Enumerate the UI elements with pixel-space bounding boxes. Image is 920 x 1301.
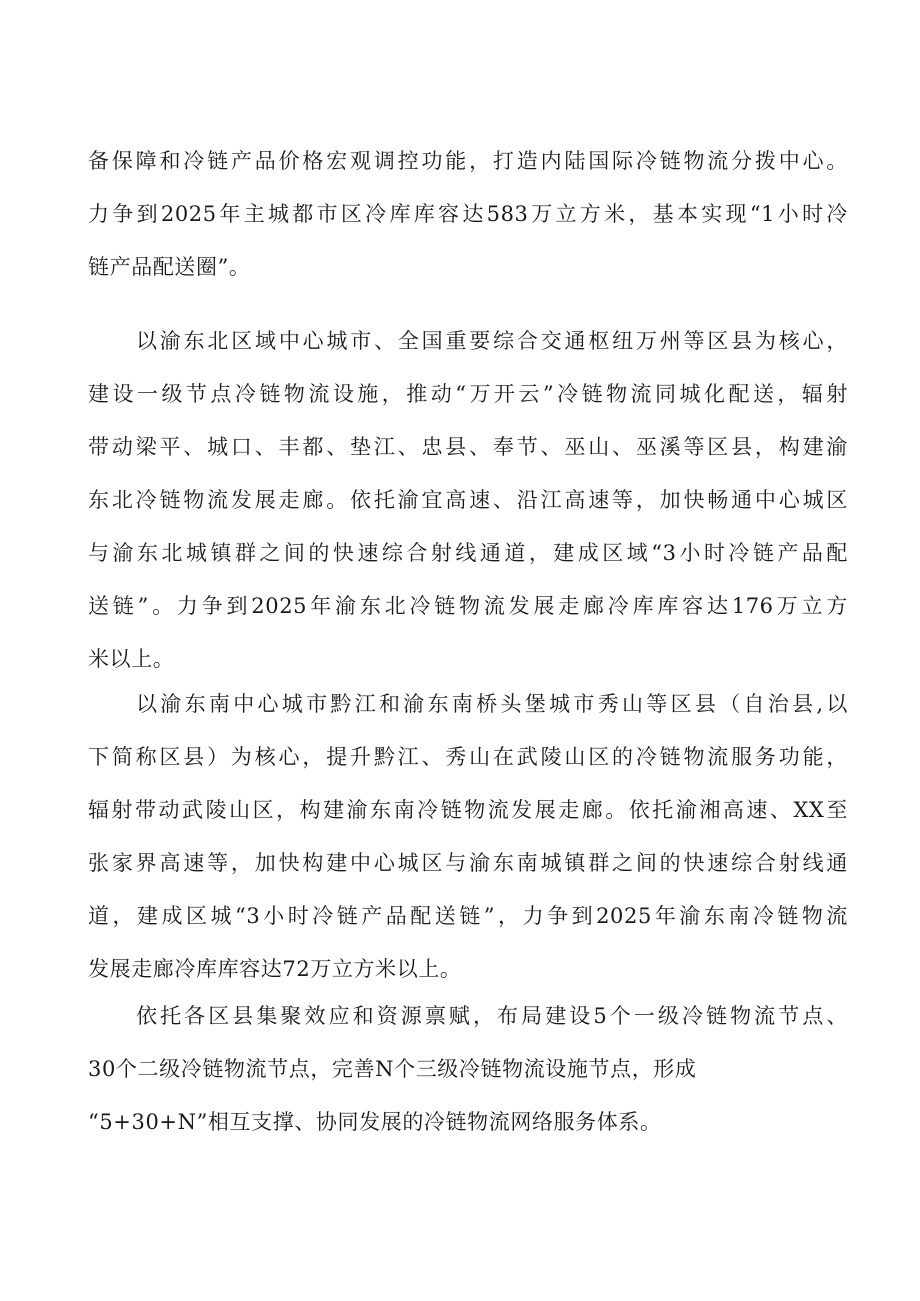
text-line: 备保障和冷链产品价格宏观调控功能，打造内陆国际冷链物流分拨中心。 bbox=[88, 149, 848, 173]
text-line: 30个二级冷链物流节点，完善N个三级冷链物流设施节点，形成 bbox=[88, 1057, 697, 1081]
paragraph-first-line: 以渝东北区域中心城市、全国重要综合交通枢纽万州等区县为核心， bbox=[136, 329, 848, 353]
text-line: “5+30+N”相互支撑、协同发展的冷链物流网络服务体系。 bbox=[88, 1110, 662, 1134]
text-line: 与渝东北城镇群之间的快速综合射线通道，建成区域“3小时冷链产品配 bbox=[88, 541, 848, 565]
text-line: 辐射带动武陵山区，构建渝东南冷链物流发展走廊。依托渝湘高速、XX至 bbox=[88, 798, 848, 822]
paragraph-first-line: 以渝东南中心城市黔江和渝东南桥头堡城市秀山等区县（自治县,以 bbox=[136, 692, 848, 716]
text-line: 道，建成区城“3小时冷链产品配送链”，力争到2025年渝东南冷链物流 bbox=[88, 904, 848, 928]
paragraph-first-line: 依托各区县集聚效应和资源禀赋，布局建设5个一级冷链物流节点、 bbox=[136, 1004, 848, 1028]
text-line: 发展走廊冷库库容达72万立方米以上。 bbox=[88, 957, 462, 981]
text-line: 张家界高速等，加快构建中心城区与渝东南城镇群之间的快速综合射线通 bbox=[88, 851, 848, 875]
text-line: 力争到2025年主城都市区冷库库容达583万立方米，基本实现“1小时冷 bbox=[88, 202, 848, 226]
text-line: 带动梁平、城口、丰都、垫江、忠县、奉节、巫山、巫溪等区县，构建渝 bbox=[88, 435, 848, 459]
text-line: 米以上。 bbox=[88, 647, 175, 671]
text-line: 下简称区县）为核心，提升黔江、秀山在武陵山区的冷链物流服务功能， bbox=[88, 745, 848, 769]
text-line: 东北冷链物流发展走廊。依托渝宜高速、沿江高速等，加快畅通中心城区 bbox=[88, 488, 848, 512]
text-line: 建设一级节点冷链物流设施，推动“万开云”冷链物流同城化配送，辐射 bbox=[88, 382, 848, 406]
text-line: 送链”。力争到2025年渝东北冷链物流发展走廊冷库库容达176万立方 bbox=[88, 594, 848, 618]
text-line: 链产品配送圈”。 bbox=[88, 255, 251, 279]
